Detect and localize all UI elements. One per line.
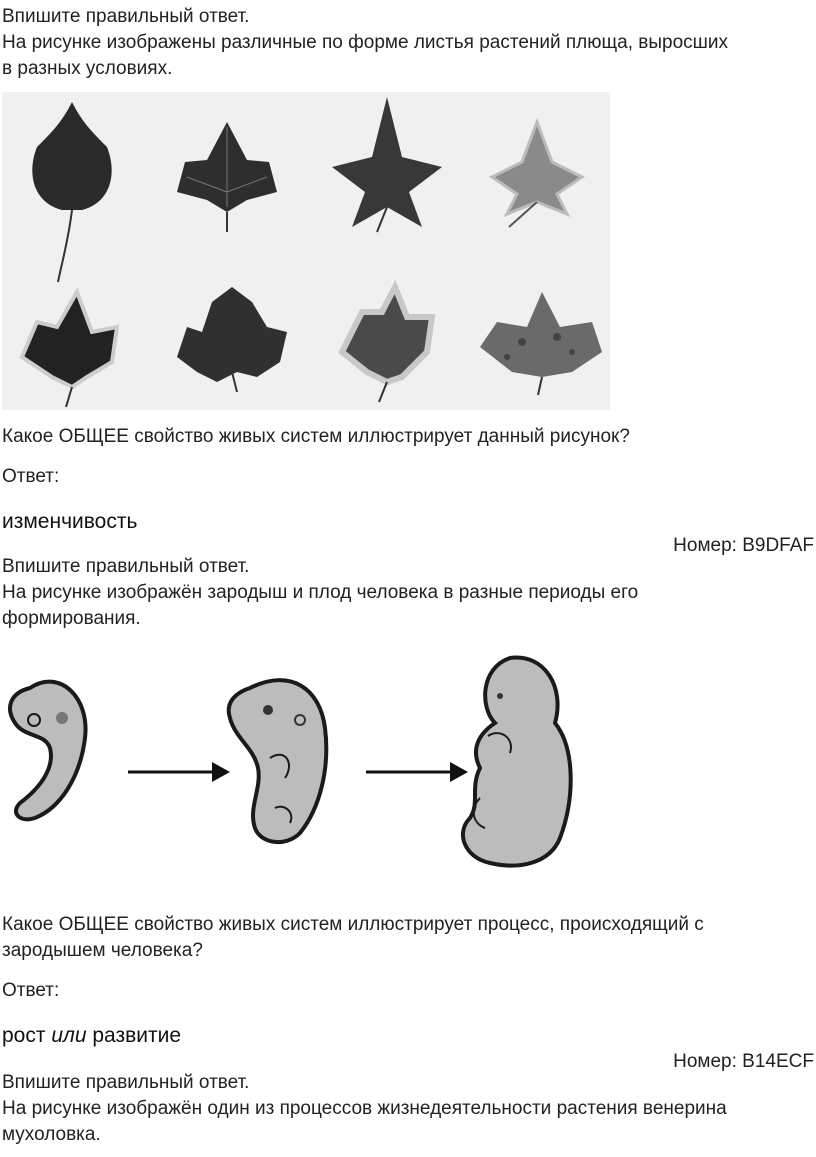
q2-text-line2: формирования. [2, 608, 141, 629]
q3-text-line2: мухоловка. [2, 1124, 101, 1145]
q3-text-line1: На рисунке изображён один из процессов жизнедеятельности растения венерина [2, 1098, 727, 1119]
q2-answer-label: Ответ: [2, 980, 60, 1001]
q1-question: Какое ОБЩЕЕ свойство живых систем иллюстрирует данный рисунок? [2, 426, 630, 447]
q2-answer [2, 1023, 181, 1049]
q2-text-line1: На рисунке изображён зародыш и плод человека в разные периоды его [2, 582, 639, 603]
fetus-stage-3 [463, 658, 571, 866]
q3-instruction: Впишите правильный ответ. [2, 1072, 250, 1093]
arrow-1 [128, 762, 230, 782]
q1-text-line2: в разных условиях. [2, 58, 173, 79]
q2-answer-part2: развитие [92, 1024, 182, 1047]
embryo-stage-1 [10, 682, 86, 820]
q2-instruction: Впишите правильный ответ. [2, 556, 250, 577]
ivy-leaves-illustration [2, 92, 610, 410]
q2-answer-part1: рост [2, 1024, 46, 1047]
q1-instruction: Впишите правильный ответ. [2, 6, 250, 27]
q2-number: Номер: B14ECF [673, 1051, 814, 1072]
q2-question-line1: Какое ОБЩЕЕ свойство живых систем иллюстрирует процесс, происходящий с [2, 914, 704, 935]
q2-answer-or: или [51, 1024, 87, 1047]
q1-answer: изменчивость [2, 510, 138, 533]
arrow-2 [366, 762, 468, 782]
q1-answer-label: Ответ: [2, 466, 60, 487]
embryo-stage-2 [229, 680, 327, 842]
q1-text-line1: На рисунке изображены различные по форме листья растений плюща, выросших [2, 32, 729, 53]
q2-question-line2: зародышем человека? [2, 940, 203, 961]
embryo-development-illustration [0, 648, 600, 886]
q1-number: Номер: B9DFAF [673, 535, 814, 556]
